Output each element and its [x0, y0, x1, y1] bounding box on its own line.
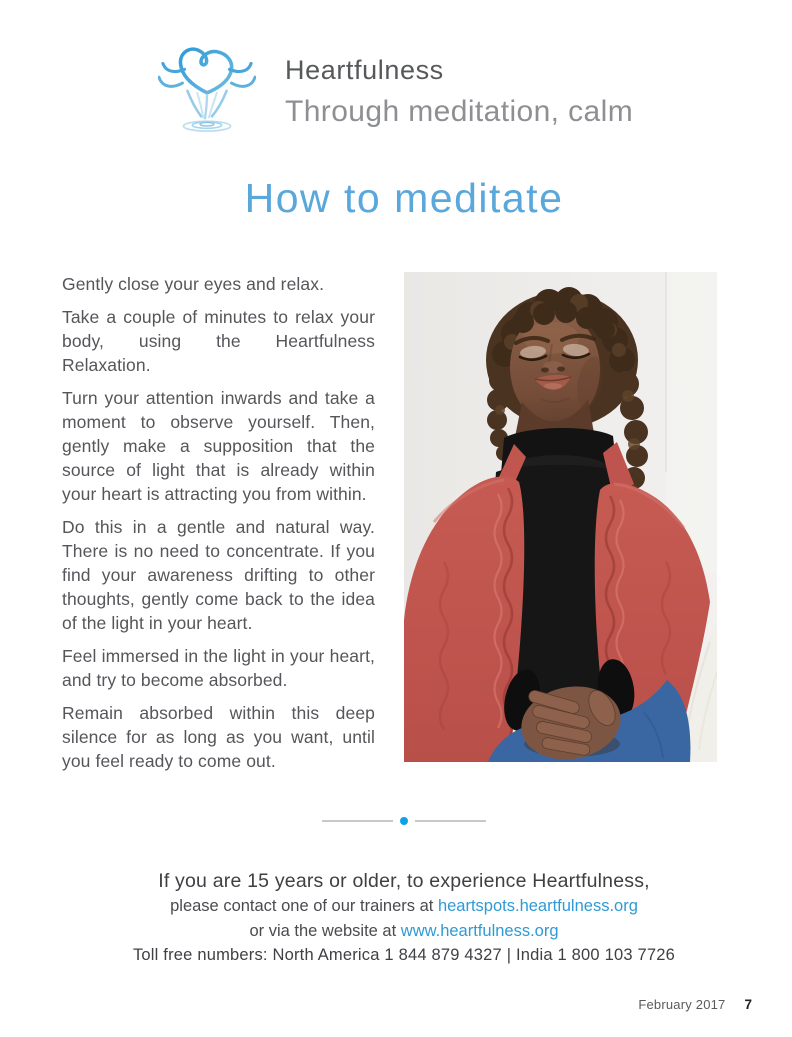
paragraph: Take a couple of minutes to relax your body, using the Heartfulness Relaxation.: [62, 307, 375, 375]
footer-website-prefix: or via the website at: [249, 921, 401, 940]
brand-title: Heartfulness: [285, 55, 444, 85]
paragraph: Do this in a gentle and natural way. There is no need to concentrate. If you find your awareness drifting to other thoughts, gently come back to the idea of the light in your heart.: [62, 517, 375, 633]
divider-line-left: [322, 820, 393, 822]
page-title: How to meditate: [244, 175, 564, 221]
section-divider: [62, 813, 746, 829]
heartfulness-logo-icon: [158, 36, 256, 142]
meditation-photo: [404, 272, 717, 762]
footer-contact-prefix: please contact one of our trainers at: [170, 897, 438, 915]
footer-contact-line: [54, 894, 754, 919]
page-footer: [638, 997, 752, 1012]
page-number: 7: [744, 997, 752, 1012]
paragraph: Turn your attention inwards and take a moment to observe yourself. Then, gently make a supposition that the source of light that is already within your heart is attracting you from within.: [62, 388, 375, 504]
footer-tollfree-line: Toll free numbers: North America 1 844 879 4327 | India 1 800 103 7726: [132, 946, 676, 964]
paragraph: Gently close your eyes and relax.: [62, 274, 325, 294]
instructions-text: [62, 272, 375, 782]
footer-website-line: [54, 919, 754, 944]
website-link[interactable]: www.heartfulness.org: [400, 921, 559, 940]
brand-tagline: Through meditation, calm: [285, 94, 634, 128]
divider-dot-icon: [400, 817, 408, 825]
divider-line-right: [415, 820, 486, 822]
footer-age-line: If you are 15 years or older, to experience Heartfulness,: [158, 870, 650, 892]
issue-date: February 2017: [638, 997, 726, 1012]
heartspots-link[interactable]: heartspots.heartfulness.org: [437, 897, 638, 915]
contact-footer: [54, 869, 754, 968]
content-area: [62, 272, 717, 782]
paragraph: Feel immersed in the light in your heart, and try to become absorbed.: [62, 646, 375, 690]
brand-text: [285, 56, 633, 128]
brand-header: [158, 36, 633, 142]
paragraph: Remain absorbed within this deep silence for as long as you want, until you feel ready to come out.: [62, 703, 375, 771]
